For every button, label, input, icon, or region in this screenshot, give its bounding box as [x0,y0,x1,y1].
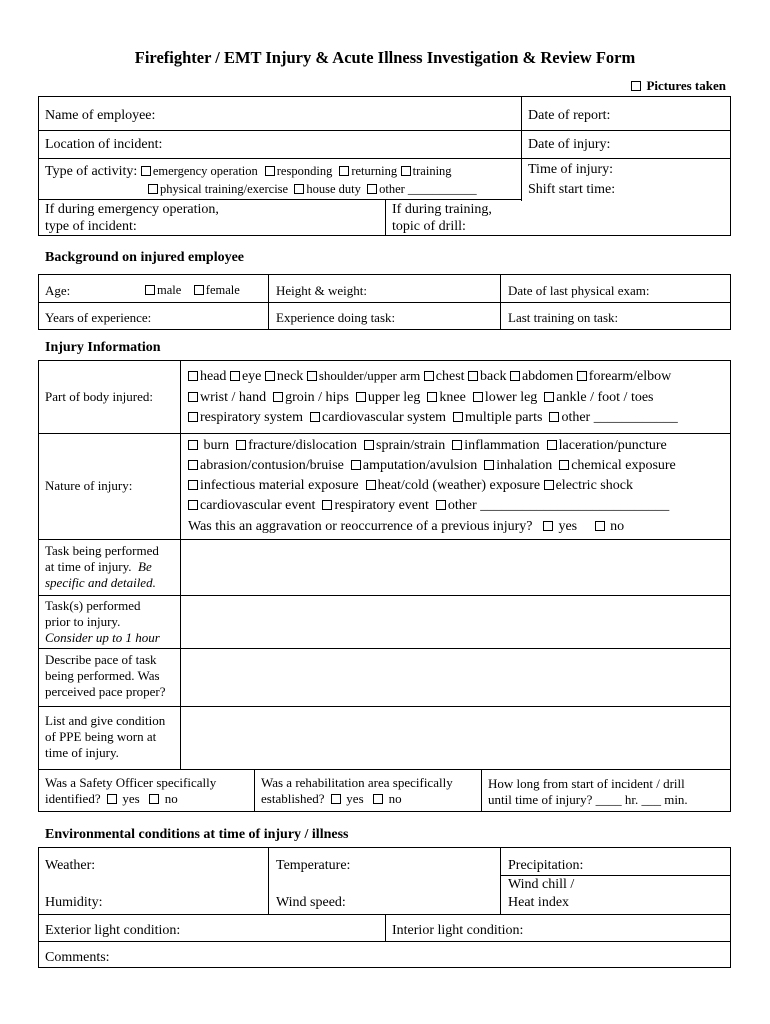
checkbox[interactable] [544,392,554,402]
label-line: prior to injury. [45,614,121,629]
checkbox[interactable] [356,392,366,402]
checkbox[interactable] [484,460,494,470]
topic-of-drill-field[interactable]: topic of drill: [392,219,466,234]
rehab-area-question [261,775,453,807]
yes-label: yes [558,519,578,534]
label-line: specific and detailed. [45,575,156,590]
experience-task-field[interactable]: Experience doing task: [276,310,396,325]
body-part-option: wrist / hand [200,390,267,405]
checkbox[interactable] [322,500,332,510]
body-part-option: forearm/elbow [588,369,672,384]
body-part-option: abdomen [521,369,574,384]
label-line: Task(s) performed [45,598,141,613]
checkbox[interactable] [452,440,462,450]
last-physical-field[interactable]: Date of last physical exam: [508,283,650,298]
checkbox[interactable] [544,480,554,490]
body-part-option: multiple parts [465,410,543,425]
nature-option: cardiovascular event [200,498,316,513]
label-line: established? [261,791,325,806]
type-of-incident-field[interactable]: type of incident: [45,219,137,234]
body-part-option: cardiovascular system [322,410,447,425]
type-of-activity-label: Type of activity: [45,164,138,179]
wind-chill-label: Wind chill / [508,877,575,892]
body-part-option: groin / hips [285,390,349,405]
checkbox[interactable] [547,440,557,450]
checkbox[interactable] [188,480,198,490]
interior-light-field[interactable]: Interior light condition: [392,923,524,938]
yes-label: yes [122,791,140,806]
checkbox[interactable] [468,371,478,381]
nature-option: infectious material exposure [200,478,359,493]
body-part-row-2 [188,389,654,407]
humidity-field[interactable]: Humidity: [45,895,103,910]
prior-tasks-label [45,598,160,646]
date-of-injury-field[interactable]: Date of injury: [528,137,611,152]
years-experience-field[interactable]: Years of experience: [45,310,152,325]
label-line: Was a rehabilitation area specifically [261,775,453,790]
checkbox[interactable] [148,184,158,194]
body-part-option: head [200,369,227,384]
temperature-field[interactable]: Temperature: [276,858,351,873]
label-line: Task being performed [45,543,159,558]
activity-option: responding [276,164,333,178]
activity-option: house duty [306,182,361,196]
activity-option: returning [351,164,398,178]
checkbox[interactable] [577,371,587,381]
label-line: at time of injury. [45,559,132,574]
nature-option: electric shock [555,478,633,493]
no-label: no [164,791,178,806]
checkbox[interactable] [188,460,198,470]
training-label: If during training, [392,202,492,217]
environment-heading: Environmental conditions at time of injury / illness [45,827,349,842]
checkbox[interactable] [366,480,376,490]
checkbox[interactable] [453,412,463,422]
injury-heading: Injury Information [45,340,161,355]
body-part-option: chest [435,369,465,384]
rehab-no-checkbox[interactable] [373,794,383,804]
female-checkbox[interactable] [194,285,204,295]
checkbox[interactable] [188,392,198,402]
body-part-option: eye [241,369,262,384]
comments-field[interactable]: Comments: [45,950,110,965]
aggravation-question [188,518,624,536]
body-part-option: neck [276,369,304,384]
nature-row-4 [188,497,669,515]
type-of-activity-group [45,163,452,181]
wind-speed-field[interactable]: Wind speed: [276,895,346,910]
checkbox[interactable] [424,371,434,381]
body-part-row-1 [188,368,671,386]
label-line: List and give condition [45,713,166,728]
pictures-taken[interactable] [631,78,726,94]
nature-row-2 [188,457,676,475]
no-label: no [388,791,402,806]
body-part-option: shoulder/upper arm [318,368,421,383]
time-of-injury-field[interactable]: Time of injury: [528,162,614,177]
body-part-option: knee [439,390,466,405]
ppe-label [45,713,165,761]
safety-officer-question [45,775,216,807]
checkbox[interactable] [188,500,198,510]
activity-option: physical training/exercise [160,182,289,196]
nature-row-3 [188,477,633,495]
checkbox[interactable] [294,184,304,194]
yes-label: yes [346,791,364,806]
nature-option: chemical exposure [571,458,676,473]
ppe-input[interactable] [182,708,730,768]
label-line: How long from start of incident / drill [488,776,685,791]
activity-option: other ___________ [379,182,477,196]
checkbox[interactable] [188,371,198,381]
checkbox[interactable] [364,440,374,450]
nature-option: laceration/puncture [558,438,667,453]
height-weight-field[interactable]: Height & weight: [276,283,367,298]
prior-tasks-input[interactable] [182,597,730,647]
sex-options [145,283,240,299]
male-label: male [157,283,182,297]
checkbox[interactable] [230,371,240,381]
nature-row-1 [188,437,667,455]
body-part-option: back [480,369,507,384]
label-line: perceived pace proper? [45,684,166,699]
weather-field[interactable]: Weather: [45,858,96,873]
checkbox[interactable] [436,500,446,510]
form-title: Firefighter / EMT Injury & Acute Illness Investigation & Review Form [134,48,636,67]
label-line: until time of injury? ____ hr. ___ min. [488,792,688,807]
no-label: no [610,519,625,534]
checkbox[interactable] [265,371,275,381]
pace-input[interactable] [182,650,730,705]
shift-start-time-field[interactable]: Shift start time: [528,182,616,197]
nature-option: burn [203,438,230,453]
label-line: Consider up to 1 hour [45,630,160,645]
pictures-taken-checkbox[interactable] [631,81,641,91]
precipitation-field[interactable]: Precipitation: [508,858,584,873]
nature-option: abrasion/contusion/bruise [200,458,344,473]
body-part-row-3 [188,409,678,427]
nature-option: inhalation [496,458,553,473]
nature-option: sprain/strain [376,438,446,453]
activity-row-2 [148,182,477,198]
checkbox[interactable] [549,412,559,422]
checkbox[interactable] [339,166,349,176]
checkbox[interactable] [236,440,246,450]
emergency-operation-label: If during emergency operation, [45,202,219,217]
aggravation-yes-checkbox[interactable] [543,521,553,531]
body-part-option: upper leg [367,390,421,405]
nature-of-injury-label: Nature of injury: [45,478,133,493]
label-line: being performed. Was [45,668,160,683]
rehab-yes-checkbox[interactable] [331,794,341,804]
checkbox[interactable] [141,166,151,176]
checkbox[interactable] [310,412,320,422]
pace-label [45,652,166,700]
checkbox[interactable] [401,166,411,176]
nature-option: other ___________________________ [447,498,670,513]
environment-box [38,847,731,968]
age-field[interactable]: Age: [45,283,71,298]
checkbox[interactable] [427,392,437,402]
checkbox[interactable] [351,460,361,470]
checkbox[interactable] [273,392,283,402]
name-of-employee-field[interactable]: Name of employee: [45,108,156,123]
label-line: identified? [45,791,101,806]
safety-no-checkbox[interactable] [149,794,159,804]
activity-option: emergency operation [152,164,258,178]
nature-option: inflammation [464,438,540,453]
nature-option: heat/cold (weather) exposure [377,478,541,493]
checkbox[interactable] [473,392,483,402]
body-part-option: respiratory system [200,410,304,425]
label-line: Be [138,559,152,574]
label-line: time of injury. [45,745,119,760]
date-of-report-field[interactable]: Date of report: [528,108,611,123]
label-line: Describe pace of task [45,652,157,667]
background-heading: Background on injured employee [45,250,245,265]
body-part-option: other ____________ [561,410,678,425]
checkbox[interactable] [367,184,377,194]
nature-option: respiratory event [334,498,429,513]
safety-yes-checkbox[interactable] [107,794,117,804]
task-performed-label [45,543,159,591]
male-checkbox[interactable] [145,285,155,295]
activity-option: training [412,164,452,178]
nature-option: amputation/avulsion [362,458,478,473]
female-label: female [205,283,240,297]
aggravation-no-checkbox[interactable] [595,521,605,531]
checkbox[interactable] [188,412,198,422]
task-performed-input[interactable] [182,541,730,593]
body-part-option: lower leg [484,390,538,405]
pictures-taken-label: Pictures taken [646,78,726,93]
checkbox[interactable] [559,460,569,470]
aggravation-label: Was this an aggravation or reoccurrence of a previous injury? [188,519,533,534]
exterior-light-field[interactable]: Exterior light condition: [45,923,181,938]
nature-option: fracture/dislocation [248,438,358,453]
checkbox[interactable] [265,166,275,176]
heat-index-field[interactable]: Heat index [508,895,570,910]
label-line: of PPE being worn at [45,729,157,744]
time-to-injury-question[interactable] [488,776,688,808]
label-line: Was a Safety Officer specifically [45,775,217,790]
checkbox[interactable] [307,371,317,381]
last-training-field[interactable]: Last training on task: [508,310,619,325]
body-part-option: ankle / foot / toes [556,390,654,405]
location-of-incident-field[interactable]: Location of incident: [45,137,163,152]
part-of-body-label: Part of body injured: [45,389,153,404]
checkbox[interactable] [188,440,198,450]
checkbox[interactable] [510,371,520,381]
